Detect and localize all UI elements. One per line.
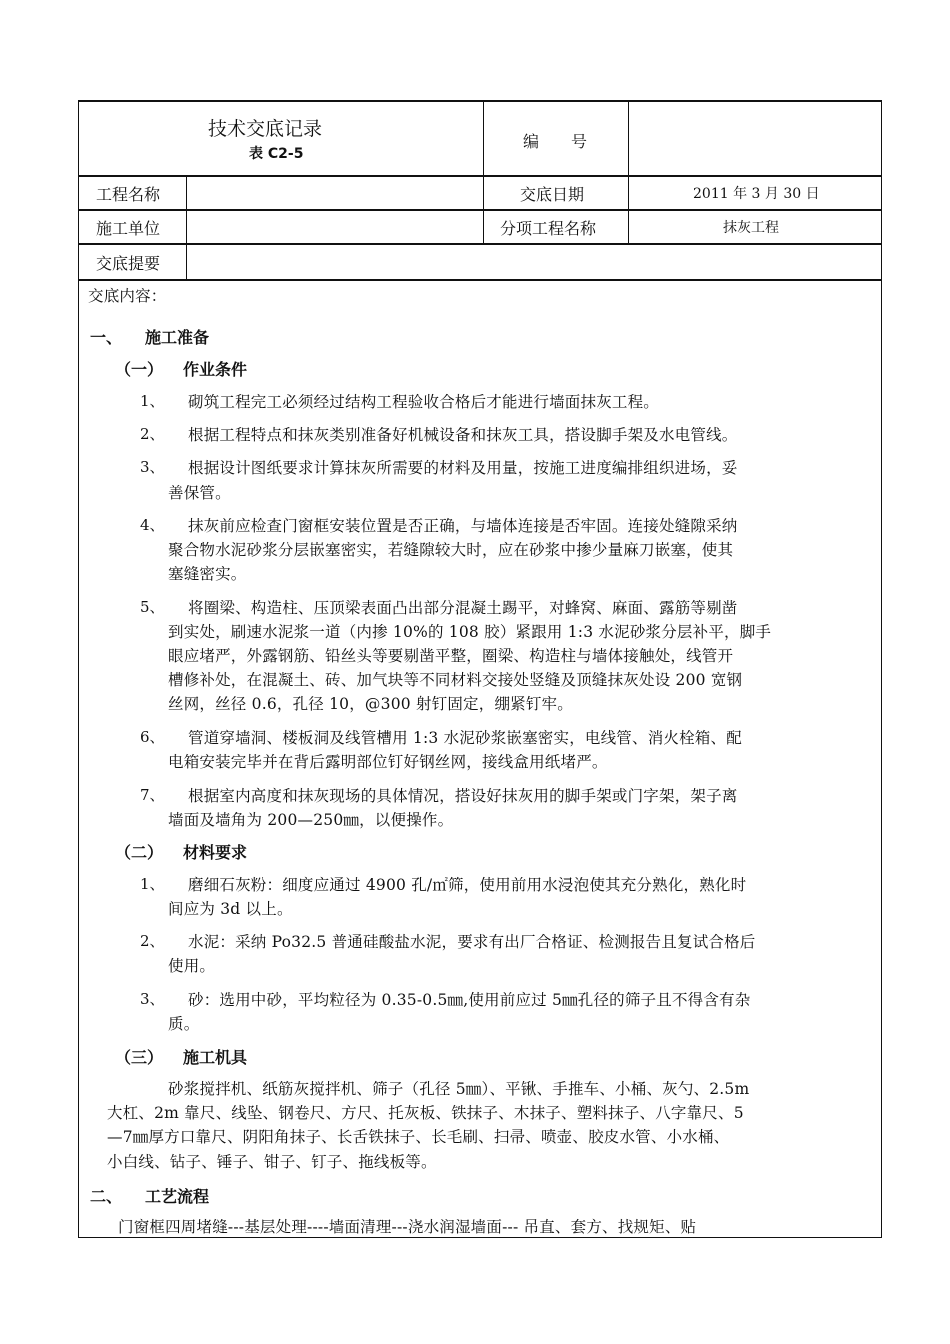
- item-num: 3、: [140, 458, 165, 476]
- item-line: 间应为 3d 以上。: [168, 900, 293, 918]
- item-line: 砌筑工程完工必须经过结构工程验收合格后才能进行墙面抹灰工程。: [188, 393, 660, 411]
- item-num: 5、: [140, 598, 165, 616]
- item-line: 抹灰前应检查门窗框安装位置是否正确，与墙体连接是否牢固。连接处缝隙采纳: [188, 517, 738, 535]
- item-line: 槽修补处，在混凝土、砖、加气块等不同材料交接处竖缝及顶缝抹灰处设 200 宽钢: [168, 671, 743, 689]
- item-line: 塞缝密实。: [168, 565, 247, 583]
- col-divider: [628, 101, 629, 243]
- sub1-title: 作业条件: [183, 360, 248, 379]
- item-line: 将圈梁、构造柱、压顶梁表面凸出部分混凝土踢平，对蜂窝、麻面、露筋等剔凿: [188, 599, 738, 617]
- item-line: 砂：选用中砂，平均粒径为 0.35-0.5㎜,使用前应过 5㎜孔径的筛子且不得含有杂: [188, 991, 751, 1009]
- item-line: 使用。: [168, 957, 216, 975]
- item-line: 根据工程特点和抹灰类别准备好机械设备和抹灰工具，搭设脚手架及水电管线。: [188, 426, 738, 444]
- subitem-value: 抹灰工程: [723, 220, 779, 236]
- item-line: 墙面及墙角为 200—250㎜，以便操作。: [168, 811, 454, 829]
- item-num: 1、: [140, 875, 165, 893]
- row-divider: [78, 209, 882, 211]
- table-top-border: [78, 100, 882, 102]
- section1-title: 施工准备: [145, 328, 210, 347]
- flow-line: 门窗框四周堵缝---基层处理----墙面清理---浇水润湿墙面--- 吊直、套方、找规矩、贴: [118, 1218, 697, 1236]
- item-num: 2、: [140, 932, 165, 950]
- section2-num: 二、: [90, 1187, 123, 1206]
- tools-line: 砂浆搅拌机、纸筋灰搅拌机、筛子（孔径 5㎜）、平锹、手推车、小桶、灰勺、2.5m: [168, 1080, 750, 1098]
- col-divider: [483, 101, 484, 243]
- page-title: 技术交底记录: [208, 118, 323, 140]
- project-name-label: 工程名称: [96, 185, 161, 204]
- item-line: 根据室内高度和抹灰现场的具体情况，搭设好抹灰用的脚手架或门字架，架子离: [188, 787, 738, 805]
- col-divider: [186, 175, 187, 279]
- content-intro: 交底内容：: [88, 287, 167, 305]
- item-line: 善保管。: [168, 484, 231, 502]
- item-num: 1、: [140, 392, 165, 410]
- tools-line: 大杠、2m 靠尺、线坠、钢卷尺、方尺、托灰板、铁抹子、木抹子、塑料抹子、八字靠尺、5: [107, 1104, 744, 1122]
- item-line: 眼应堵严，外露钢筋、铅丝头等要剔凿平整，圈梁、构造柱与墙体接触处，线管开: [168, 647, 734, 665]
- item-line: 磨细石灰粉：细度应通过 4900 孔/㎡筛，使用前用水浸泡使其充分熟化，熟化时: [188, 876, 747, 894]
- item-line: 水泥：采纳 Po32.5 普通硅酸盐水泥，要求有出厂合格证、检测报告且复试合格后: [188, 933, 756, 951]
- section1-num: 一、: [90, 328, 123, 347]
- item-line: 丝网，丝径 0.6，孔径 10，@300 射钉固定，绷紧钉牢。: [168, 695, 573, 713]
- item-line: 质。: [168, 1015, 200, 1033]
- item-num: 7、: [140, 786, 165, 804]
- item-line: 到实处，刷速水泥浆一道（内掺 10%的 108 胶）紧跟用 1:3 水泥砂浆分层补平，脚手: [168, 623, 772, 641]
- sub3-title: 施工机具: [183, 1048, 248, 1067]
- row-divider: [78, 243, 882, 245]
- item-line: 聚合物水泥砂浆分层嵌塞密实，若缝隙较大时，应在砂浆中掺少量麻刀嵌塞，使其: [168, 541, 734, 559]
- item-num: 2、: [140, 425, 165, 443]
- sub2-num: （二）: [115, 843, 164, 862]
- tools-line: 小白线、钻子、锤子、钳子、钉子、拖线板等。: [107, 1153, 437, 1171]
- unit-label: 施工单位: [96, 219, 161, 238]
- item-num: 6、: [140, 728, 165, 746]
- form-number: 表 C2-5: [249, 146, 304, 162]
- number-label: 编 号: [523, 132, 588, 151]
- summary-label: 交底提要: [96, 254, 161, 273]
- item-num: 4、: [140, 516, 165, 534]
- item-line: 管道穿墙洞、楼板洞及线管槽用 1:3 水泥砂浆嵌塞密实，电线管、消火栓箱、配: [188, 729, 742, 747]
- section2-title: 工艺流程: [145, 1187, 210, 1206]
- date-label: 交底日期: [520, 185, 585, 204]
- item-line: 电箱安装完毕并在背后露明部位钉好钢丝网，接线盒用纸堵严。: [168, 753, 608, 771]
- row-divider: [78, 279, 882, 281]
- subitem-label: 分项工程名称: [500, 219, 597, 238]
- item-line: 根据设计图纸要求计算抹灰所需要的材料及用量，按施工进度编排组织进场，妥: [188, 459, 738, 477]
- item-num: 3、: [140, 990, 165, 1008]
- sub2-title: 材料要求: [183, 843, 248, 862]
- tools-line: —7㎜厚方口靠尺、阴阳角抹子、长舌铁抹子、长毛刷、扫帚、喷壶、胶皮水管、小水桶、: [107, 1128, 730, 1146]
- date-value: 2011 年 3 月 30 日: [693, 186, 820, 202]
- sub3-num: （三）: [115, 1048, 164, 1067]
- sub1-num: （一）: [115, 360, 164, 379]
- row-divider: [78, 175, 882, 177]
